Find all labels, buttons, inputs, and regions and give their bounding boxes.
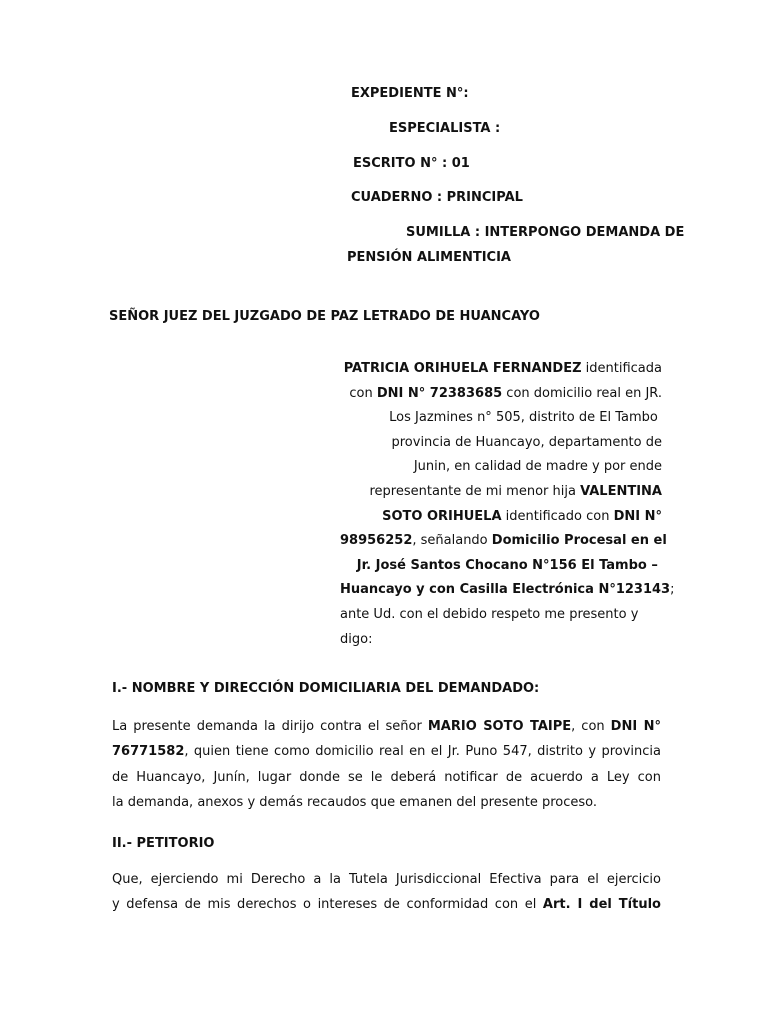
especialista-label: ESPECIALISTA : [389, 121, 501, 136]
sumilla-line-1: SUMILLA : INTERPONGO DEMANDA DE [406, 225, 685, 240]
plaintiff-line: Huancayo y con Casilla Electrónica N°123143; [340, 582, 675, 598]
expediente-label: EXPEDIENTE N°: [351, 86, 469, 101]
section-1-paragraph [112, 714, 661, 815]
plaintiff-line: digo: [340, 631, 373, 647]
plaintiff-line: provincia de Huancayo, departamento de [391, 434, 662, 450]
paragraph-line: La presente demanda la dirijo contra el señor MARIO SOTO TAIPE, con DNI N° [112, 719, 661, 734]
section-2-title: II.- PETITORIO [112, 836, 215, 851]
plaintiff-line: 98956252, señalando Domicilio Procesal en el [340, 533, 667, 549]
plaintiff-line: Jr. José Santos Chocano N°156 El Tambo – [356, 557, 658, 573]
paragraph-line: 76771582, quien tiene como domicilio real en el Jr. Puno 547, distrito y provincia [112, 744, 661, 760]
plaintiff-line: Junin, en calidad de madre y por ende [413, 459, 662, 475]
cuaderno-label: CUADERNO : PRINCIPAL [351, 190, 523, 205]
plaintiff-line: PATRICIA ORIHUELA FERNANDEZ identificada [343, 361, 662, 376]
plaintiff-line: ante Ud. con el debido respeto me presento y [340, 606, 639, 622]
plaintiff-block [340, 357, 675, 652]
escrito-label: ESCRITO N° : 01 [353, 156, 470, 171]
paragraph-line: y defensa de mis derechos o intereses de conformidad con el Art. I del Título [112, 897, 661, 913]
paragraph-line: la demanda, anexos y demás recaudos que emanen del presente proceso. [112, 794, 598, 810]
paragraph-line: Que, ejerciendo mi Derecho a la Tutela Jurisdiccional Efectiva para el ejercicio [112, 872, 661, 887]
addressee-heading: SEÑOR JUEZ DEL JUZGADO DE PAZ LETRADO DE HUANCAYO [109, 309, 540, 324]
section-2-paragraph [112, 867, 661, 918]
paragraph-line: de Huancayo, Junín, lugar donde se le deberá notificar de acuerdo a Ley con [112, 769, 661, 785]
plaintiff-line: representante de mi menor hija VALENTINA [369, 483, 662, 499]
plaintiff-line: Los Jazmines n° 505, distrito de El Tambo [389, 410, 658, 426]
plaintiff-line: SOTO ORIHUELA identificado con DNI N° [382, 508, 662, 524]
sumilla-line-2: PENSIÓN ALIMENTICIA [347, 250, 511, 265]
plaintiff-line: con DNI N° 72383685 con domicilio real en JR. [349, 385, 662, 401]
section-1-title: I.- NOMBRE Y DIRECCIÓN DOMICILIARIA DEL DEMANDADO: [112, 681, 540, 696]
